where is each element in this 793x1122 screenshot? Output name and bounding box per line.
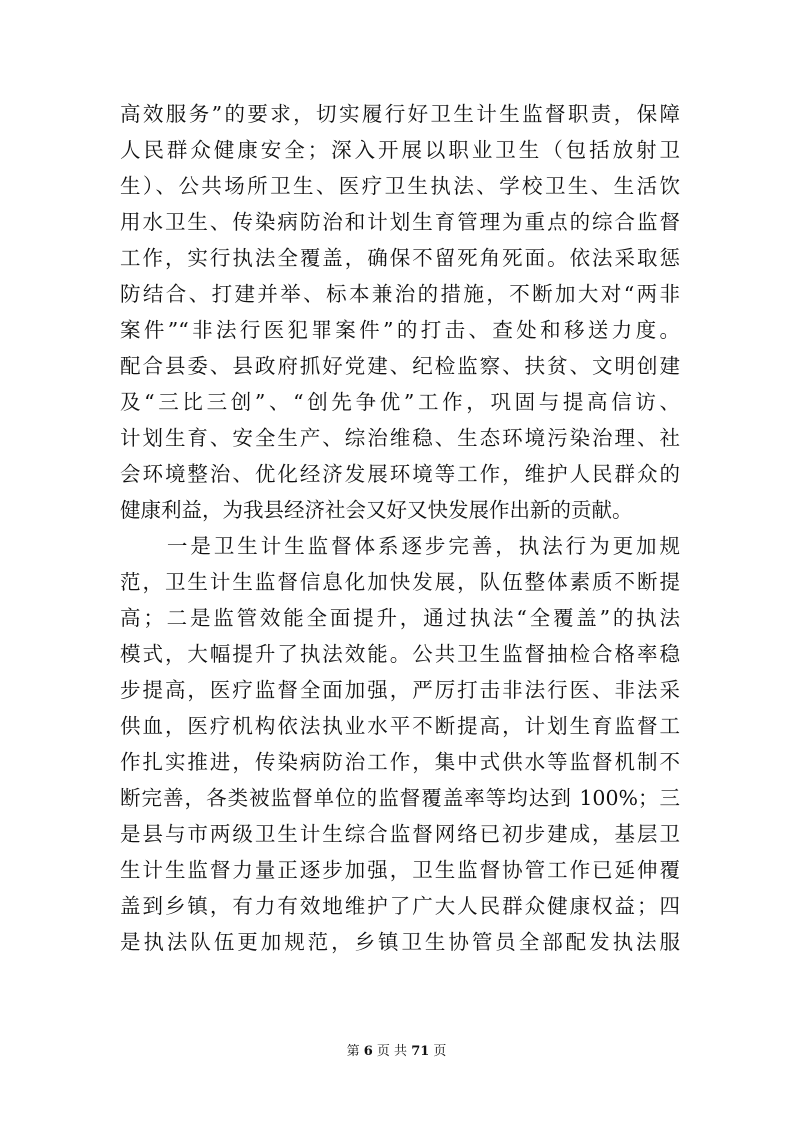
text-line: 生）、公共场所卫生、医疗卫生执法、学校卫生、生活饮 [120, 174, 680, 198]
footer-middle: 页 共 [376, 1044, 408, 1059]
text-line: 健康利益，为我县经济社会又好又快发展作出新的贡献。 [120, 498, 633, 522]
text-line: 会环境整治、优化经济发展环境等工作，维护人民群众的 [120, 462, 680, 486]
text-line: 模式，大幅提升了执法效能。公共卫生监督抽检合格率稳 [120, 642, 680, 666]
text-line: 用水卫生、传染病防治和计划生育管理为重点的综合监督 [120, 210, 680, 234]
text-line: 及“三比三创”、“创先争优”工作，巩固与提高信访、 [120, 390, 680, 414]
text-line: 盖到乡镇，有力有效地维护了广大人民群众健康权益；四 [120, 894, 680, 918]
text-line: 生计生监督力量正逐步加强，卫生监督协管工作已延伸覆 [120, 858, 680, 882]
text-line: 案件”“非法行医犯罪案件”的打击、查处和移送力度。 [120, 318, 680, 342]
body-text [120, 96, 680, 960]
page-footer [0, 1040, 793, 1059]
footer-prefix: 第 [346, 1044, 360, 1059]
text-line: 防结合、打建并举、标本兼治的措施，不断加大对“两非 [120, 282, 680, 306]
paragraph-1 [120, 96, 680, 528]
text-line: 高效服务”的要求，切实履行好卫生计生监督职责，保障 [120, 102, 680, 126]
text-line: 配合县委、县政府抓好党建、纪检监察、扶贫、文明创建 [120, 354, 680, 378]
text-line: 一是卫生计生监督体系逐步完善，执法行为更加规 [120, 534, 680, 558]
text-line: 是县与市两级卫生计生综合监督网络已初步建成，基层卫 [120, 822, 680, 846]
footer-total-pages: 71 [411, 1044, 430, 1059]
text-line: 作扎实推进，传染病防治工作，集中式供水等监督机制不 [120, 750, 680, 774]
text-line: 高；二是监管效能全面提升，通过执法“全覆盖”的执法 [120, 606, 680, 630]
footer-page-number: 6 [363, 1044, 373, 1059]
footer-suffix: 页 [433, 1044, 447, 1059]
text-line: 供血，医疗机构依法执业水平不断提高，计划生育监督工 [120, 714, 680, 738]
text-line: 断完善，各类被监督单位的监督覆盖率等均达到 100%；三 [120, 786, 680, 810]
text-line: 是执法队伍更加规范，乡镇卫生协管员全部配发执法服 [120, 930, 680, 954]
text-line: 计划生育、安全生产、综治维稳、生态环境污染治理、社 [120, 426, 680, 450]
text-line: 工作，实行执法全覆盖，确保不留死角死面。依法采取惩 [120, 246, 680, 270]
text-line: 步提高，医疗监督全面加强，严厉打击非法行医、非法采 [120, 678, 680, 702]
text-line: 人民群众健康安全；深入开展以职业卫生（包括放射卫 [120, 138, 680, 162]
text-line: 范，卫生计生监督信息化加快发展，队伍整体素质不断提 [120, 570, 680, 594]
paragraph-2 [120, 528, 680, 960]
